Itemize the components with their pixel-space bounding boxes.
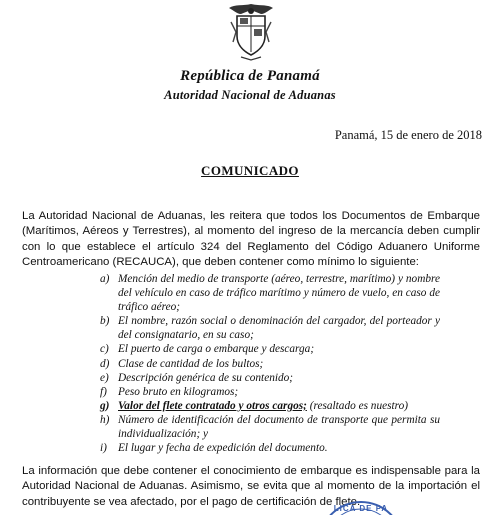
closing-paragraph: La información que debe contener el conocimiento de embarque es indispensable para la Autoridad Nacional de Aduanas. Asimismo, se evita que al momento de la importación el contribuyente se vea afectado, por el pago de certificación de flete. — [22, 465, 480, 508]
requirement-item — [100, 314, 440, 342]
requirement-letter: h) — [100, 413, 110, 426]
requirement-text: El lugar y fecha de expedición del documento. — [118, 442, 328, 455]
requirement-text: Clase de cantidad de los bultos; — [118, 357, 264, 370]
requirement-item — [100, 441, 440, 455]
header-authority: Autoridad Nacional de Aduanas — [164, 88, 336, 102]
header-republic: República de Panamá — [180, 68, 320, 84]
coat-of-arms-emblem — [227, 2, 275, 62]
requirement-item — [100, 272, 440, 314]
requirement-text: El puerto de carga o embarque y descarga; — [118, 343, 315, 356]
official-stamp — [316, 498, 406, 515]
document-title: COMUNICADO — [201, 163, 299, 178]
requirement-letter: a) — [100, 273, 110, 285]
requirement-item — [100, 342, 440, 356]
requirements-list — [100, 272, 440, 455]
requirement-letter: i) — [100, 442, 107, 455]
requirement-item — [100, 385, 440, 399]
requirement-letter: e) — [100, 371, 109, 384]
document-date: Panamá, 15 de enero de 2018 — [334, 128, 482, 142]
requirement-item — [100, 413, 440, 441]
requirement-item — [100, 357, 440, 371]
requirement-item-highlighted — [100, 399, 440, 413]
requirement-letter: b) — [100, 315, 110, 328]
requirement-text: Descripción genérica de su contenido; — [118, 371, 294, 384]
requirement-text: Peso bruto en kilogramos; — [118, 385, 239, 398]
requirement-letter: c) — [100, 343, 109, 356]
requirement-note: (resaltado es nuestro) — [306, 399, 409, 412]
requirement-text: El nombre, razón social o denominación del cargador, del porteador y del consignatario, en su caso; — [118, 315, 440, 342]
requirement-letter: g) — [100, 399, 110, 412]
stamp-text: LICA DE PA — [333, 504, 389, 513]
requirement-letter: f) — [100, 385, 107, 398]
requirement-text: Mención del medio de transporte (aéreo, terrestre, marítimo) y nombre del vehículo en caso de tráfico marítimo y número de vuelo, en caso de tráfico aéreo; — [118, 273, 440, 314]
requirement-item — [100, 371, 440, 385]
requirement-text: Valor del flete contratado y otros cargos; — [118, 399, 307, 412]
intro-paragraph: La Autoridad Nacional de Aduanas, les reitera que todos los Documentos de Embarque (Marítimos, Aéreos y Terrestres), al momento del ingreso de la mercancía deben cumplir con lo que establece el artículo 324 del Reglamento del Código Aduanero Uniforme Centroamericano (RECAUCA), que deben contener como mínimo lo siguiente: — [22, 210, 480, 269]
requirement-letter: d) — [100, 357, 110, 370]
requirement-text: Número de identificación del documento de transporte que permita su individualización; y — [118, 413, 440, 441]
